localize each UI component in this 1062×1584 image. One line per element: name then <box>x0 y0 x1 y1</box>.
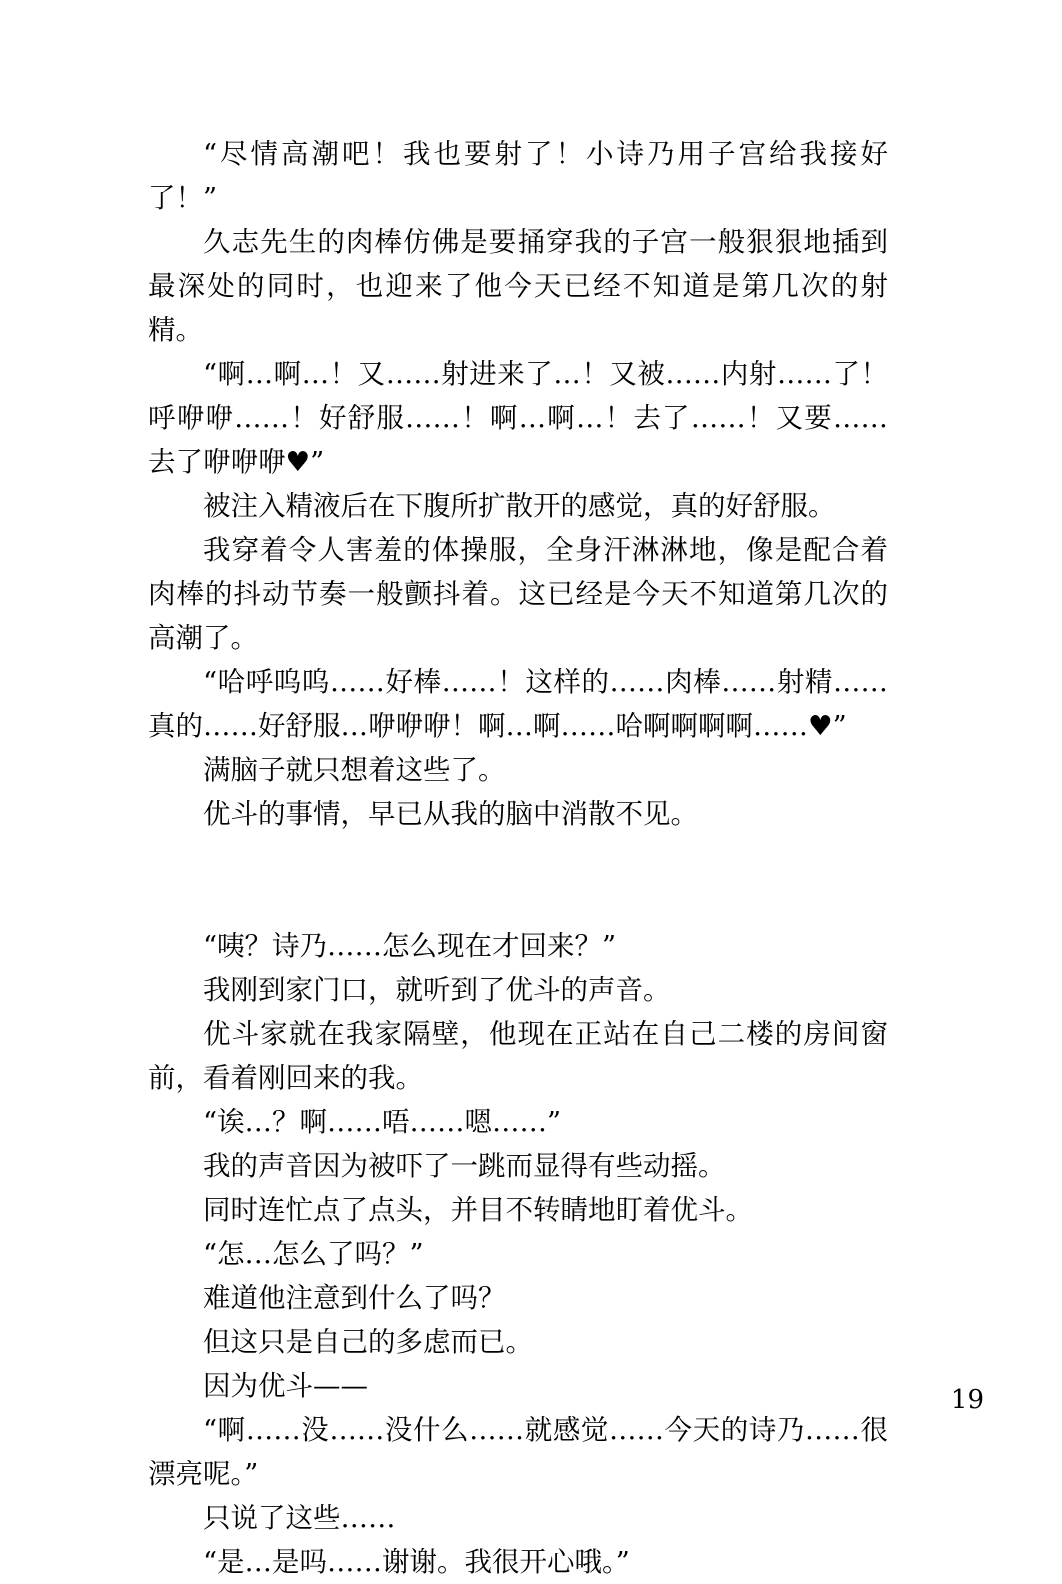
paragraph: 久志先生的肉棒仿佛是要捅穿我的子宫一般狠狠地插到最深处的同时，也迎来了他今天已经不知道是第几次的射精。 <box>148 226 888 346</box>
paragraph: 满脑子就只想着这些了。 <box>203 754 506 786</box>
section-two <box>148 924 888 1584</box>
paragraph: 我刚到家门口，就听到了优斗的声音。 <box>203 974 671 1006</box>
section-one <box>148 132 888 836</box>
paragraph: “哈呼呜呜……好棒……！这样的……肉棒……射精……真的……好舒服…咿咿咿！啊…啊……哈啊啊啊啊……♥” <box>148 666 888 742</box>
paragraph: “诶…？啊……唔……嗯……” <box>203 1106 562 1138</box>
paragraph: 优斗的事情，早已从我的脑中消散不见。 <box>203 798 698 830</box>
paragraph: “啊…啊…！又……射进来了…！又被……内射……了！呼咿咿……！好舒服……！啊…啊…！去了……！又要……去了咿咿咿♥” <box>148 358 888 478</box>
paragraph: 只说了这些…… <box>203 1502 396 1534</box>
paragraph: “尽情高潮吧！我也要射了！小诗乃用子宫给我接好了！” <box>148 138 888 214</box>
paragraph: 但这只是自己的多虑而已。 <box>203 1326 533 1358</box>
section-break <box>148 836 888 924</box>
paragraph: “啊……没……没什么……就感觉……今天的诗乃……很漂亮呢。” <box>148 1414 888 1490</box>
paragraph: 优斗家就在我家隔壁，他现在正站在自己二楼的房间窗前，看着刚回来的我。 <box>148 1018 888 1094</box>
paragraph: 被注入精液后在下腹所扩散开的感觉，真的好舒服。 <box>203 490 836 522</box>
paragraph: “怎…怎么了吗？” <box>203 1238 424 1270</box>
body-text <box>148 132 888 1584</box>
paragraph: 难道他注意到什么了吗？ <box>203 1282 506 1314</box>
paragraph: 同时连忙点了点头，并目不转睛地盯着优斗。 <box>203 1194 753 1226</box>
paragraph: 因为优斗—— <box>203 1370 368 1402</box>
paragraph: “咦？诗乃……怎么现在才回来？” <box>203 930 617 962</box>
paragraph: “是…是吗……谢谢。我很开心哦。” <box>203 1546 630 1578</box>
paragraph: 我穿着令人害羞的体操服，全身汗淋淋地，像是配合着肉棒的抖动节奏一般颤抖着。这已经是今天不知道第几次的高潮了。 <box>148 534 888 654</box>
paragraph: 我的声音因为被吓了一跳而显得有些动摇。 <box>203 1150 726 1182</box>
page-number: 19 <box>950 1385 984 1415</box>
